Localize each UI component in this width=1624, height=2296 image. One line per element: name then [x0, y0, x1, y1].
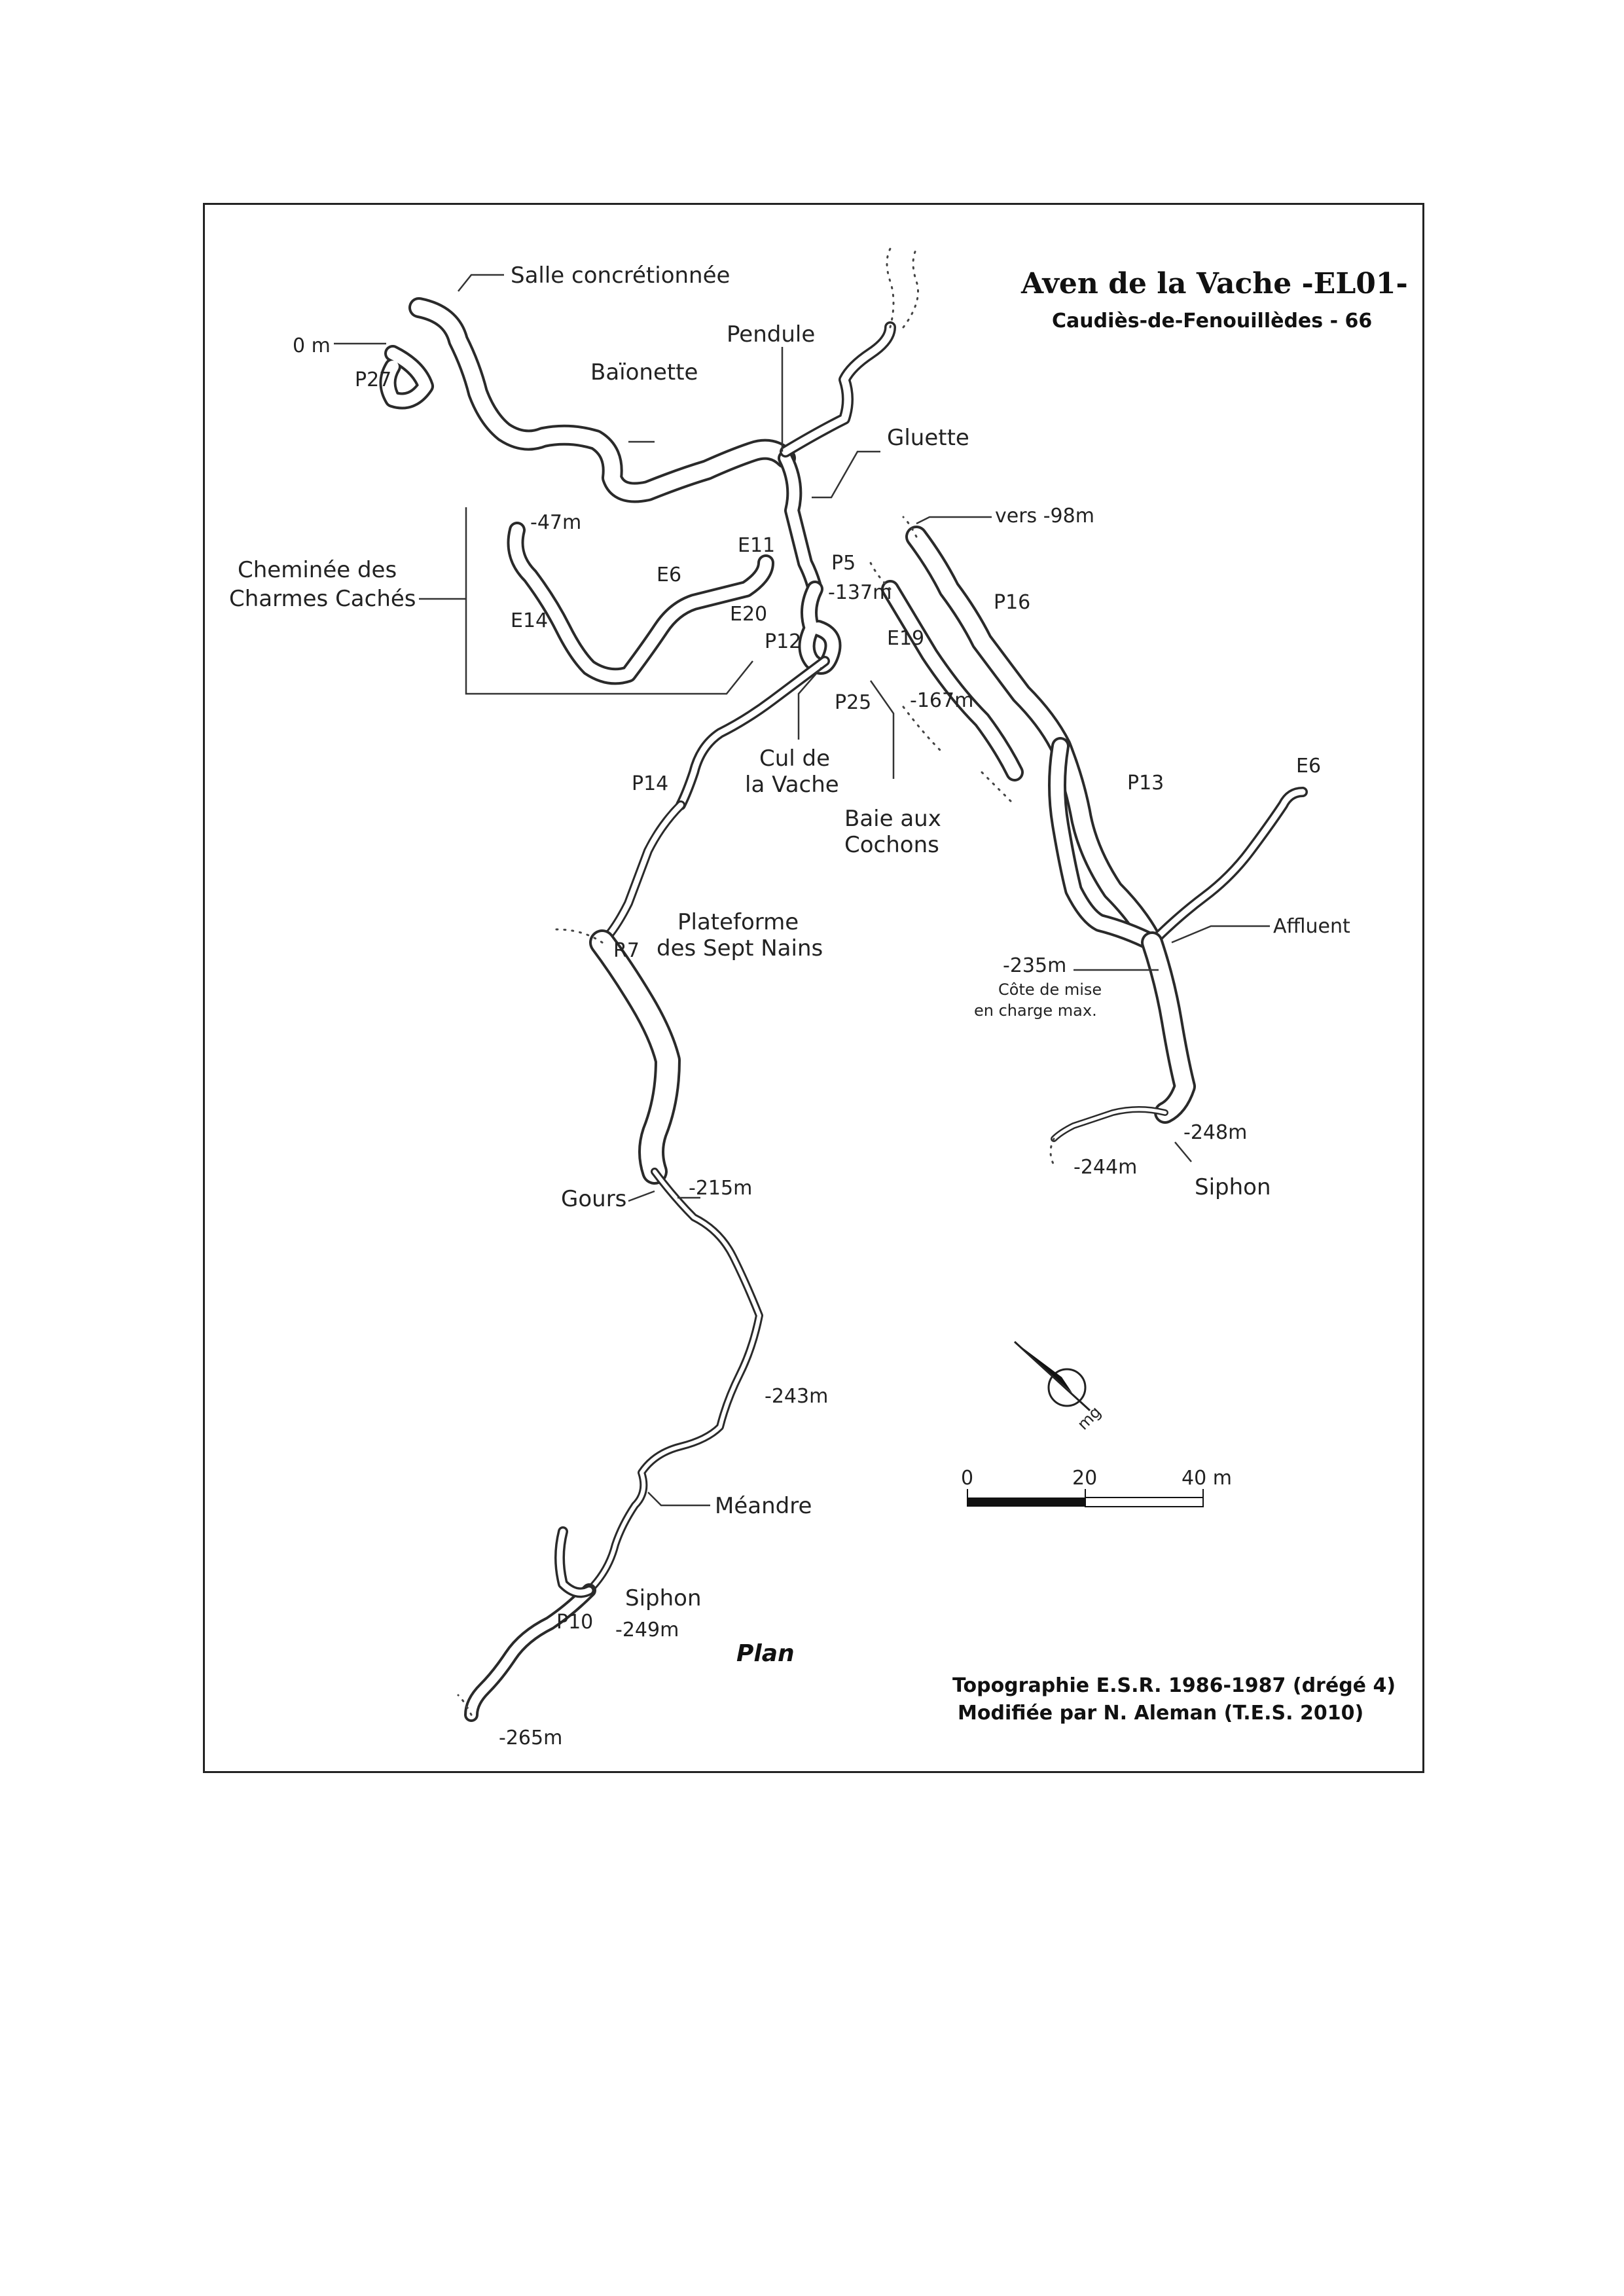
label-p5: P5: [831, 552, 856, 575]
scale-tick-0: 0: [961, 1467, 974, 1490]
label-meandre: Méandre: [715, 1493, 812, 1519]
label-cul-line1: Cul de: [759, 745, 831, 772]
label-minus-265m: -265m: [499, 1727, 563, 1749]
north-arrow-label: mg: [1074, 1403, 1105, 1434]
label-p16: P16: [994, 591, 1031, 614]
label-pendule: Pendule: [727, 321, 816, 348]
label-affluent: Affluent: [1273, 915, 1350, 938]
leader-lines: [334, 275, 1270, 1505]
scale-tick-40: 40 m: [1182, 1467, 1232, 1490]
label-e6-upper: E6: [657, 564, 682, 586]
label-salle-concretionnee: Salle concrétionnée: [511, 262, 731, 289]
label-cul-line2: la Vache: [745, 772, 839, 798]
label-gluette: Gluette: [887, 425, 969, 451]
north-arrow: [1015, 1342, 1105, 1433]
scale-tick-20: 20: [1072, 1467, 1098, 1490]
label-minus-47m: -47m: [530, 511, 582, 534]
label-e11: E11: [738, 534, 776, 557]
label-p14: P14: [632, 772, 669, 795]
label-cote-line2: en charge max.: [974, 1001, 1097, 1020]
label-cote-line1: Côte de mise: [998, 980, 1102, 999]
label-minus-137m: -137m: [828, 581, 892, 604]
map-title: Aven de la Vache -EL01-: [1021, 267, 1408, 300]
gallery-p27: [388, 353, 426, 401]
label-zero-m: 0 m: [293, 334, 331, 357]
label-e14: E14: [511, 609, 549, 632]
gallery-right-branch: [890, 537, 1303, 1139]
label-minus-235m: -235m: [1003, 954, 1067, 977]
label-minus-215m: -215m: [689, 1177, 753, 1200]
label-gours: Gours: [561, 1186, 627, 1212]
label-plateforme-line1: Plateforme: [677, 909, 799, 935]
label-e6-right: E6: [1296, 755, 1322, 778]
label-cheminee-line2: Charmes Cachés: [229, 586, 416, 612]
gallery-cheminee: [516, 530, 767, 676]
credit-line1: Topographie E.S.R. 1986-1987 (drégé 4): [952, 1674, 1396, 1697]
label-baie-line2: Cochons: [844, 832, 939, 858]
label-minus-249m: -249m: [615, 1619, 679, 1641]
label-minus-167m: -167m: [910, 689, 974, 712]
credit-line2: Modifiée par N. Aleman (T.E.S. 2010): [958, 1702, 1364, 1725]
plan-label: Plan: [736, 1640, 795, 1667]
label-minus-248m: -248m: [1183, 1121, 1248, 1144]
map-subtitle: Caudiès-de-Fenouillèdes - 66: [1052, 310, 1373, 332]
label-e19: E19: [887, 627, 925, 650]
gallery-pendule-gluette: [785, 327, 890, 589]
label-r7: R7: [613, 939, 640, 962]
label-e20: E20: [730, 603, 768, 626]
label-plateforme-line2: des Sept Nains: [657, 935, 823, 961]
scale-bar: [961, 1467, 1232, 1507]
label-vers-98m: vers -98m: [995, 505, 1094, 528]
label-baie-line1: Baie aux: [844, 806, 941, 832]
label-p12: P12: [765, 630, 802, 653]
label-cheminee-line1: Cheminée des: [238, 557, 397, 583]
north-arrow-shaft: [1015, 1342, 1090, 1410]
label-siphon-left: Siphon: [625, 1585, 702, 1611]
label-siphon-right: Siphon: [1195, 1174, 1271, 1200]
scale-bar-white: [1085, 1498, 1203, 1507]
label-baionette: Baïonette: [590, 359, 698, 386]
label-p10: P10: [556, 1611, 594, 1634]
label-minus-243m: -243m: [765, 1385, 829, 1408]
label-p27: P27: [355, 368, 392, 391]
label-minus-244m: -244m: [1074, 1156, 1138, 1179]
label-p13: P13: [1127, 772, 1164, 795]
label-p25: P25: [835, 691, 872, 714]
scale-bar-black: [967, 1498, 1085, 1507]
